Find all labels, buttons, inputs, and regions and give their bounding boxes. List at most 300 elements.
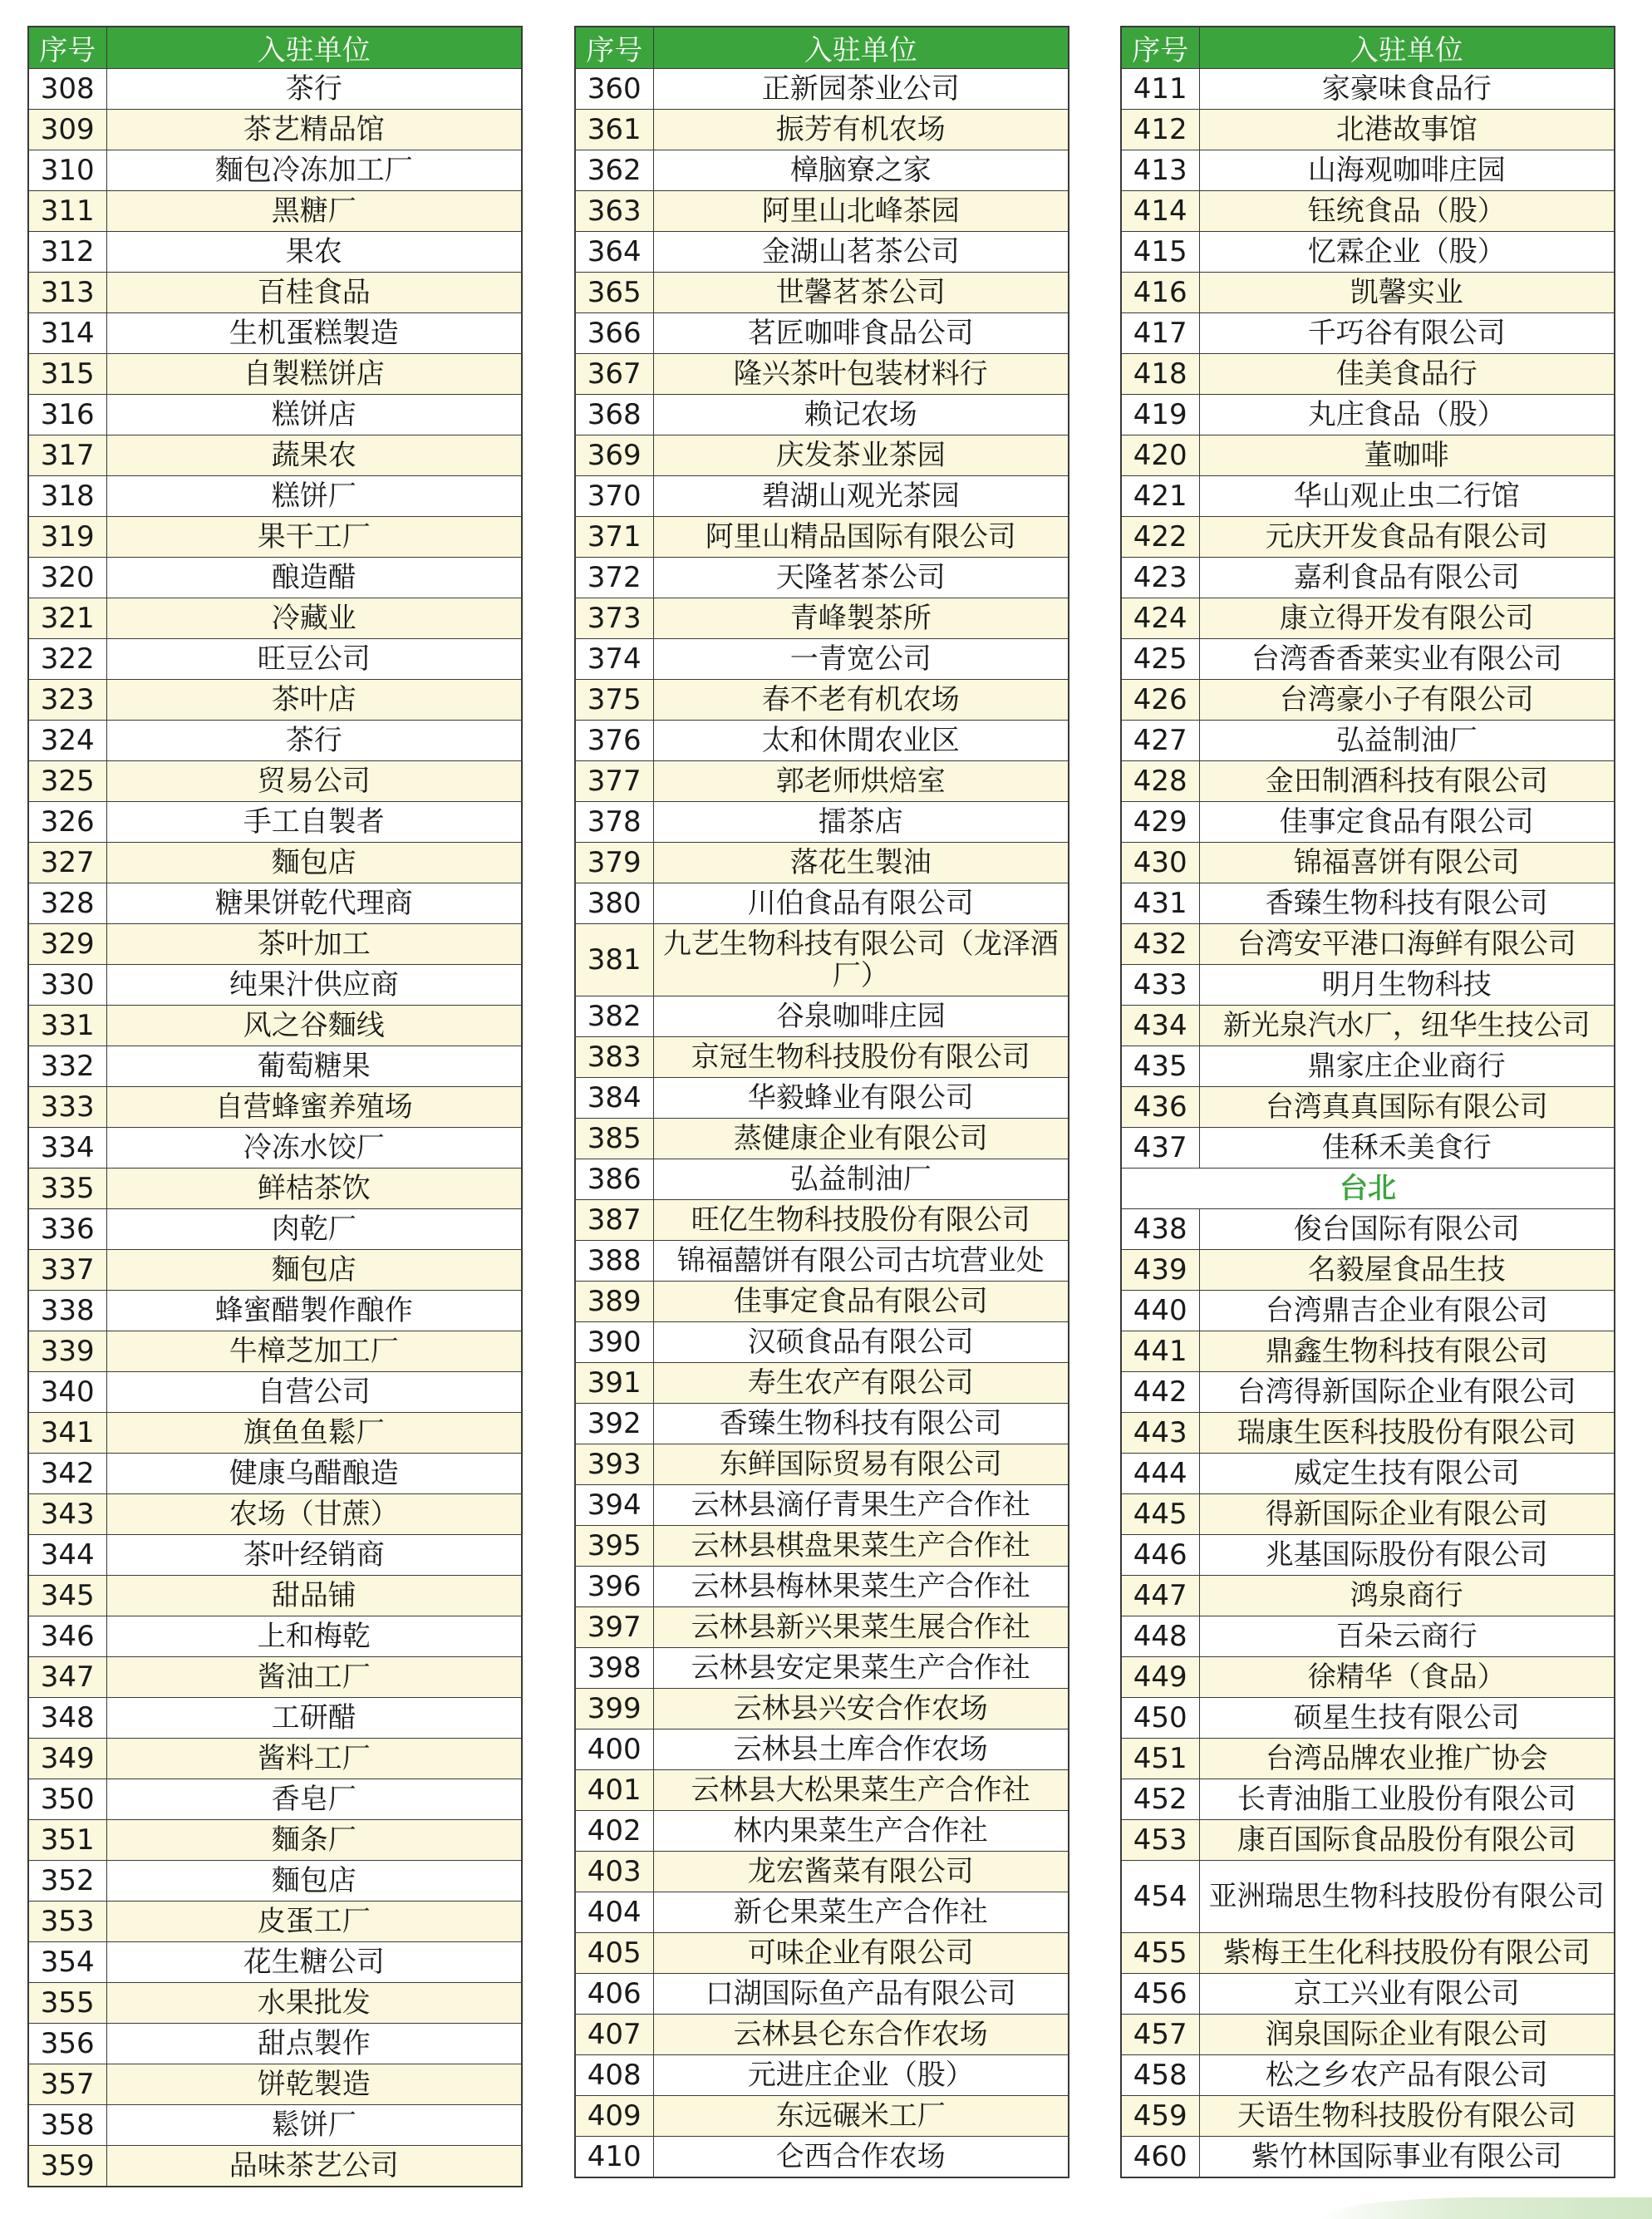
table-row <box>575 924 1069 996</box>
unit-name: 糖果饼乾代理商 <box>106 883 522 924</box>
row-number: 459 <box>1121 2096 1199 2137</box>
unit-name: 润泉国际企业有限公司 <box>1199 2015 1615 2055</box>
unit-name: 云林县新兴果菜生展合作社 <box>653 1607 1069 1648</box>
table-row <box>575 435 1069 476</box>
unit-name: 台湾豪小子有限公司 <box>1199 680 1615 721</box>
unit-name: 花生糖公司 <box>106 1942 522 1983</box>
table-row <box>1121 1331 1615 1372</box>
row-number: 417 <box>1121 313 1199 354</box>
unit-name: 康百国际食品股份有限公司 <box>1199 1820 1615 1861</box>
unit-name: 风之谷麵线 <box>106 1006 522 1046</box>
row-number: 436 <box>1121 1087 1199 1128</box>
unit-name: 旺亿生物科技股份有限公司 <box>653 1200 1069 1241</box>
table-row <box>575 69 1069 110</box>
unit-name: 落花生製油 <box>653 843 1069 883</box>
unit-name: 自营蜂蜜养殖场 <box>106 1087 522 1128</box>
row-number: 434 <box>1121 1006 1199 1046</box>
row-number: 418 <box>1121 354 1199 395</box>
unit-name: 嘉利食品有限公司 <box>1199 558 1615 598</box>
row-number: 368 <box>575 395 653 435</box>
unit-name: 贸易公司 <box>106 761 522 802</box>
table-row <box>28 1820 522 1861</box>
table-row <box>575 1607 1069 1648</box>
row-number: 429 <box>1121 802 1199 843</box>
row-number: 460 <box>1121 2137 1199 2178</box>
unit-name: 华毅蜂业有限公司 <box>653 1078 1069 1119</box>
row-number: 424 <box>1121 598 1199 639</box>
table-row <box>1121 150 1615 191</box>
table-row <box>28 1902 522 1942</box>
row-number: 428 <box>1121 761 1199 802</box>
unit-name: 寿生农产有限公司 <box>653 1363 1069 1404</box>
row-number: 369 <box>575 435 653 476</box>
row-number: 386 <box>575 1159 653 1200</box>
unit-name: 蔬果农 <box>106 435 522 476</box>
row-number: 342 <box>28 1454 106 1494</box>
table-row <box>575 313 1069 354</box>
unit-name: 品味茶艺公司 <box>106 2146 522 2187</box>
row-number: 362 <box>575 150 653 191</box>
table-row <box>575 2015 1069 2055</box>
unit-name: 京工兴业有限公司 <box>1199 1974 1615 2015</box>
table-row <box>28 1169 522 1209</box>
table-row <box>28 1291 522 1331</box>
unit-name: 旺豆公司 <box>106 639 522 680</box>
table-row <box>575 1119 1069 1159</box>
unit-name: 新光泉汽水厂，纽华生技公司 <box>1199 1006 1615 1046</box>
unit-name: 冷藏业 <box>106 598 522 639</box>
unit-name: 云林县滴仔青果生产合作社 <box>653 1485 1069 1526</box>
region-row <box>1121 1169 1615 1209</box>
listing-table-2 <box>574 26 1069 2178</box>
table-row <box>1121 761 1615 802</box>
table-row <box>28 191 522 232</box>
table-row <box>28 1739 522 1779</box>
row-number: 337 <box>28 1250 106 1291</box>
unit-name: 手工自製者 <box>106 802 522 843</box>
table-row <box>28 1372 522 1413</box>
table-row <box>575 1567 1069 1607</box>
row-number: 375 <box>575 680 653 721</box>
row-number: 452 <box>1121 1779 1199 1820</box>
row-number: 398 <box>575 1648 653 1689</box>
row-number: 387 <box>575 1200 653 1241</box>
table-row <box>28 150 522 191</box>
table-header-row <box>575 27 1069 69</box>
unit-name: 凯馨实业 <box>1199 273 1615 313</box>
row-number: 384 <box>575 1078 653 1119</box>
table-row <box>28 1861 522 1902</box>
table-row <box>1121 354 1615 395</box>
row-number: 420 <box>1121 435 1199 476</box>
table-row <box>1121 558 1615 598</box>
unit-name: 弘益制油厂 <box>653 1159 1069 1200</box>
row-number: 415 <box>1121 232 1199 273</box>
table-row <box>575 517 1069 558</box>
row-number: 339 <box>28 1331 106 1372</box>
table-row <box>575 1078 1069 1119</box>
table-row <box>1121 2055 1615 2096</box>
table-row <box>1121 1974 1615 2015</box>
table-row <box>28 1779 522 1820</box>
table-row <box>575 1485 1069 1526</box>
header-unit: 入驻单位 <box>1199 27 1615 69</box>
row-number: 406 <box>575 1974 653 2015</box>
row-number: 447 <box>1121 1576 1199 1616</box>
table-row <box>28 1942 522 1983</box>
unit-name: 山海观咖啡庄园 <box>1199 150 1615 191</box>
row-number: 354 <box>28 1942 106 1983</box>
table-row <box>28 1983 522 2024</box>
table-row <box>28 761 522 802</box>
row-number: 394 <box>575 1485 653 1526</box>
unit-name: 家豪味食品行 <box>1199 69 1615 110</box>
unit-name: 纯果汁供应商 <box>106 965 522 1006</box>
unit-name: 一青宽公司 <box>653 639 1069 680</box>
row-number: 316 <box>28 395 106 435</box>
row-number: 411 <box>1121 69 1199 110</box>
table-row <box>575 1892 1069 1933</box>
unit-name: 紫梅王生化科技股份有限公司 <box>1199 1933 1615 1974</box>
unit-name: 云林县大松果菜生产合作社 <box>653 1770 1069 1811</box>
row-number: 430 <box>1121 843 1199 883</box>
row-number: 321 <box>28 598 106 639</box>
unit-name: 天隆茗茶公司 <box>653 558 1069 598</box>
row-number: 378 <box>575 802 653 843</box>
table-row <box>28 435 522 476</box>
row-number: 442 <box>1121 1372 1199 1413</box>
unit-name: 郭老师烘焙室 <box>653 761 1069 802</box>
unit-name: 东鲜国际贸易有限公司 <box>653 1444 1069 1485</box>
row-number: 363 <box>575 191 653 232</box>
unit-name: 谷泉咖啡庄园 <box>653 996 1069 1037</box>
table-body <box>1121 69 1615 2178</box>
unit-name: 忆霖企业（股） <box>1199 232 1615 273</box>
unit-name: 振芳有机农场 <box>653 110 1069 150</box>
unit-name: 阿里山精品国际有限公司 <box>653 517 1069 558</box>
row-number: 333 <box>28 1087 106 1128</box>
unit-name: 弘益制油厂 <box>1199 721 1615 761</box>
unit-name: 康立得开发有限公司 <box>1199 598 1615 639</box>
table-row <box>575 1729 1069 1770</box>
row-number: 360 <box>575 69 653 110</box>
row-number: 365 <box>575 273 653 313</box>
table-row <box>575 598 1069 639</box>
unit-name: 鬆饼厂 <box>106 2105 522 2146</box>
row-number: 404 <box>575 1892 653 1933</box>
listing-table-1 <box>27 26 523 2187</box>
table-row <box>1121 1209 1615 1250</box>
table-row <box>1121 1576 1615 1616</box>
unit-name: 林内果菜生产合作社 <box>653 1811 1069 1852</box>
table-row <box>1121 1046 1615 1087</box>
table-row <box>1121 1006 1615 1046</box>
table-row <box>575 843 1069 883</box>
row-number: 383 <box>575 1037 653 1078</box>
table-row <box>1121 435 1615 476</box>
unit-name: 俊台国际有限公司 <box>1199 1209 1615 1250</box>
table-row <box>1121 110 1615 150</box>
header-unit: 入驻单位 <box>653 27 1069 69</box>
unit-name: 碧湖山观光茶园 <box>653 476 1069 517</box>
row-number: 443 <box>1121 1413 1199 1454</box>
table-row <box>575 1852 1069 1892</box>
unit-name: 百朵云商行 <box>1199 1616 1615 1657</box>
unit-name: 佳事定食品有限公司 <box>653 1282 1069 1322</box>
unit-name: 元进庄企业（股） <box>653 2055 1069 2096</box>
row-number: 435 <box>1121 1046 1199 1087</box>
row-number: 392 <box>575 1404 653 1444</box>
decorative-swoosh <box>1320 2197 1652 2219</box>
row-number: 336 <box>28 1209 106 1250</box>
unit-name: 锦福囍饼有限公司古坑营业处 <box>653 1241 1069 1282</box>
row-number: 357 <box>28 2064 106 2105</box>
unit-name: 威定生技有限公司 <box>1199 1454 1615 1494</box>
unit-name: 葡萄糖果 <box>106 1046 522 1087</box>
row-number: 358 <box>28 2105 106 2146</box>
unit-name: 台湾真真国际有限公司 <box>1199 1087 1615 1128</box>
table-row <box>28 680 522 721</box>
table-row <box>1121 1861 1615 1933</box>
table-row <box>1121 2096 1615 2137</box>
row-number: 458 <box>1121 2055 1199 2096</box>
row-number: 380 <box>575 883 653 924</box>
row-number: 414 <box>1121 191 1199 232</box>
table-row <box>575 1322 1069 1363</box>
row-number: 344 <box>28 1535 106 1576</box>
table-row <box>28 476 522 517</box>
table-row <box>575 191 1069 232</box>
row-number: 407 <box>575 2015 653 2055</box>
unit-name: 生机蛋糕製造 <box>106 313 522 354</box>
unit-name: 川伯食品有限公司 <box>653 883 1069 924</box>
row-number: 432 <box>1121 924 1199 965</box>
row-number: 351 <box>28 1820 106 1861</box>
unit-name: 鲜桔茶饮 <box>106 1169 522 1209</box>
row-number: 412 <box>1121 110 1199 150</box>
table-row <box>1121 273 1615 313</box>
table-row <box>1121 1250 1615 1291</box>
table-row <box>28 273 522 313</box>
row-number: 313 <box>28 273 106 313</box>
row-number: 401 <box>575 1770 653 1811</box>
table-row <box>1121 1820 1615 1861</box>
table-row <box>1121 2015 1615 2055</box>
row-number: 311 <box>28 191 106 232</box>
unit-name: 鼎鑫生物科技有限公司 <box>1199 1331 1615 1372</box>
table-row <box>1121 232 1615 273</box>
unit-name: 佳秝禾美食行 <box>1199 1128 1615 1169</box>
table-row <box>28 1535 522 1576</box>
unit-name: 甜点製作 <box>106 2024 522 2064</box>
row-number: 389 <box>575 1282 653 1322</box>
unit-name: 百桂食品 <box>106 273 522 313</box>
unit-name: 紫竹林国际事业有限公司 <box>1199 2137 1615 2178</box>
row-number: 334 <box>28 1128 106 1169</box>
table-row <box>28 1657 522 1698</box>
table-row <box>1121 1779 1615 1820</box>
unit-name: 云林县梅林果菜生产合作社 <box>653 1567 1069 1607</box>
row-number: 416 <box>1121 273 1199 313</box>
unit-name: 酱油工厂 <box>106 1657 522 1698</box>
table-row <box>1121 1372 1615 1413</box>
unit-name: 云林县安定果菜生产合作社 <box>653 1648 1069 1689</box>
row-number: 359 <box>28 2146 106 2187</box>
unit-name: 肉乾厂 <box>106 1209 522 1250</box>
row-number: 419 <box>1121 395 1199 435</box>
unit-name: 茶叶店 <box>106 680 522 721</box>
table-row <box>1121 1657 1615 1698</box>
row-number: 331 <box>28 1006 106 1046</box>
row-number: 330 <box>28 965 106 1006</box>
row-number: 320 <box>28 558 106 598</box>
row-number: 399 <box>575 1689 653 1729</box>
row-number: 341 <box>28 1413 106 1454</box>
table-row <box>1121 721 1615 761</box>
table-row <box>1121 1933 1615 1974</box>
unit-name: 台湾香香莱实业有限公司 <box>1199 639 1615 680</box>
unit-name: 云林县棋盘果菜生产合作社 <box>653 1526 1069 1567</box>
unit-name: 茶叶加工 <box>106 924 522 965</box>
unit-name: 蜂蜜醋製作酿作 <box>106 1291 522 1331</box>
row-number: 446 <box>1121 1535 1199 1576</box>
unit-name: 名毅屋食品生技 <box>1199 1250 1615 1291</box>
row-number: 444 <box>1121 1454 1199 1494</box>
row-number: 322 <box>28 639 106 680</box>
unit-name: 冷冻水饺厂 <box>106 1128 522 1169</box>
row-number: 345 <box>28 1576 106 1616</box>
unit-name: 自营公司 <box>106 1372 522 1413</box>
table-row <box>575 680 1069 721</box>
unit-name: 徐精华（食品） <box>1199 1657 1615 1698</box>
unit-name: 香皂厂 <box>106 1779 522 1820</box>
unit-name: 台湾鼎吉企业有限公司 <box>1199 1291 1615 1331</box>
row-number: 413 <box>1121 150 1199 191</box>
row-number: 391 <box>575 1363 653 1404</box>
table-row <box>575 1689 1069 1729</box>
unit-name: 阿里山北峰茶园 <box>653 191 1069 232</box>
unit-name: 钰统食品（股） <box>1199 191 1615 232</box>
table-row <box>28 1616 522 1657</box>
row-number: 319 <box>28 517 106 558</box>
table-row <box>575 354 1069 395</box>
row-number: 309 <box>28 110 106 150</box>
table-row <box>1121 517 1615 558</box>
row-number: 393 <box>575 1444 653 1485</box>
table-row <box>28 639 522 680</box>
table-row <box>1121 1535 1615 1576</box>
row-number: 308 <box>28 69 106 110</box>
row-number: 314 <box>28 313 106 354</box>
row-number: 397 <box>575 1607 653 1648</box>
unit-name: 新仑果菜生产合作社 <box>653 1892 1069 1933</box>
table-row <box>1121 843 1615 883</box>
row-number: 310 <box>28 150 106 191</box>
row-number: 426 <box>1121 680 1199 721</box>
unit-name: 麵条厂 <box>106 1820 522 1861</box>
unit-name: 兆基国际股份有限公司 <box>1199 1535 1615 1576</box>
unit-name: 酿造醋 <box>106 558 522 598</box>
table-row <box>1121 191 1615 232</box>
table-row <box>28 2146 522 2187</box>
row-number: 346 <box>28 1616 106 1657</box>
row-number: 385 <box>575 1119 653 1159</box>
table-row <box>1121 1616 1615 1657</box>
table-row <box>1121 598 1615 639</box>
unit-name: 仑西合作农场 <box>653 2137 1069 2178</box>
row-number: 355 <box>28 1983 106 2024</box>
row-number: 408 <box>575 2055 653 2096</box>
row-number: 372 <box>575 558 653 598</box>
unit-name: 鼎家庄企业商行 <box>1199 1046 1615 1087</box>
table-row <box>575 273 1069 313</box>
unit-name: 黑糖厂 <box>106 191 522 232</box>
unit-name: 云林县兴安合作农场 <box>653 1689 1069 1729</box>
unit-name: 太和休閒农业区 <box>653 721 1069 761</box>
table-row <box>28 2105 522 2146</box>
table-row <box>1121 639 1615 680</box>
unit-name: 元庆开发食品有限公司 <box>1199 517 1615 558</box>
table-row <box>28 1454 522 1494</box>
table-row <box>575 1770 1069 1811</box>
row-number: 324 <box>28 721 106 761</box>
unit-name: 春不老有机农场 <box>653 680 1069 721</box>
unit-name: 千巧谷有限公司 <box>1199 313 1615 354</box>
table-row <box>575 1241 1069 1282</box>
header-no: 序号 <box>575 27 653 69</box>
table-row <box>575 2055 1069 2096</box>
table-row <box>28 69 522 110</box>
unit-name: 明月生物科技 <box>1199 965 1615 1006</box>
row-number: 326 <box>28 802 106 843</box>
row-number: 433 <box>1121 965 1199 1006</box>
row-number: 400 <box>575 1729 653 1770</box>
table-row <box>575 1444 1069 1485</box>
unit-name: 工研醋 <box>106 1698 522 1739</box>
unit-name: 云林县土库合作农场 <box>653 1729 1069 1770</box>
unit-name: 水果批发 <box>106 1983 522 2024</box>
table-row <box>1121 1087 1615 1128</box>
table-header-row <box>28 27 522 69</box>
unit-name: 云林县仑东合作农场 <box>653 2015 1069 2055</box>
row-number: 318 <box>28 476 106 517</box>
row-number: 376 <box>575 721 653 761</box>
row-number: 315 <box>28 354 106 395</box>
unit-name: 茶行 <box>106 721 522 761</box>
unit-name: 亚洲瑞思生物科技股份有限公司 <box>1199 1861 1615 1933</box>
header-unit: 入驻单位 <box>106 27 522 69</box>
unit-name: 麵包冷冻加工厂 <box>106 150 522 191</box>
table-row <box>1121 476 1615 517</box>
unit-name: 果农 <box>106 232 522 273</box>
table-row <box>575 721 1069 761</box>
unit-name: 茶行 <box>106 69 522 110</box>
table-row <box>575 1933 1069 1974</box>
row-number: 352 <box>28 1861 106 1902</box>
unit-name: 董咖啡 <box>1199 435 1615 476</box>
row-number: 455 <box>1121 1933 1199 1974</box>
row-number: 410 <box>575 2137 653 2178</box>
row-number: 405 <box>575 1933 653 1974</box>
table-row <box>575 996 1069 1037</box>
row-number: 438 <box>1121 1209 1199 1250</box>
row-number: 343 <box>28 1494 106 1535</box>
table-row <box>575 558 1069 598</box>
table-row <box>28 1209 522 1250</box>
unit-name: 北港故事馆 <box>1199 110 1615 150</box>
row-number: 366 <box>575 313 653 354</box>
table-row <box>28 924 522 965</box>
